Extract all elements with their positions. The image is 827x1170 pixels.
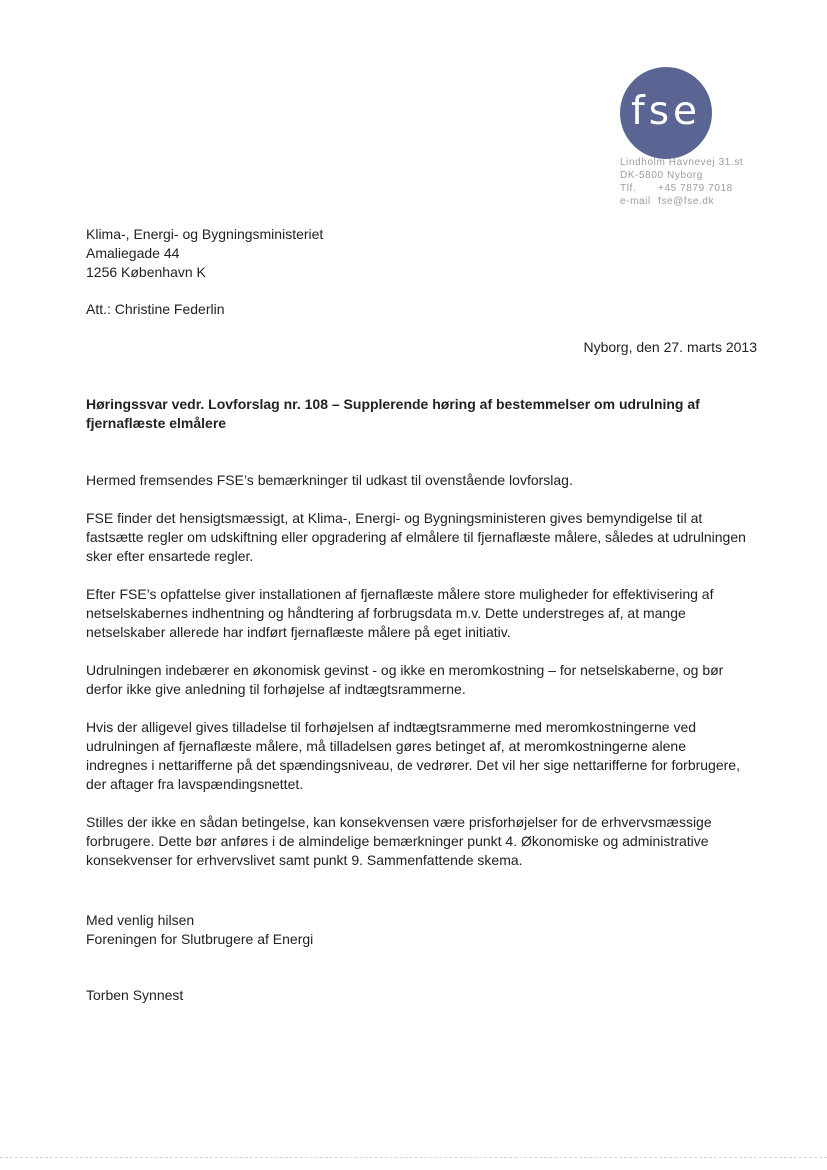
sender-address-block — [620, 156, 743, 208]
closing-organization: Foreningen for Slutbrugere af Energi — [86, 931, 314, 947]
letter-subject: Høringssvar vedr. Lovforslag nr. 108 – Supplerende høring af bestemmelser om udrulning af fjernaflæste elmålere — [86, 396, 700, 431]
logo-text: fse — [630, 88, 702, 134]
body-paragraph: Hermed fremsendes FSE’s bemærkninger til udkast til ovenstående lovforslag. — [86, 472, 573, 488]
sender-street: Lindholm Havnevej 31.st — [620, 157, 744, 168]
recipient-city: 1256 København K — [86, 264, 206, 280]
closing-greeting: Med venlig hilsen — [86, 912, 195, 928]
closing-block — [86, 911, 313, 949]
phone-label: Tlf. — [620, 183, 637, 194]
fse-logo — [620, 67, 712, 159]
signer-name: Torben Synnest — [86, 987, 184, 1003]
recipient-address — [86, 225, 323, 282]
body-paragraph: Efter FSE’s opfattelse giver installationen af fjernaflæste målere store muligheder for effektivisering af netselskabernes indhentning og håndtering af forbrugsdata m.v. Dette understreges af, at mange netselskaber allerede har indført fjernaflæste målere på eget initiativ. — [86, 586, 714, 640]
recipient-name: Klima-, Energi- og Bygningsministeriet — [86, 226, 324, 242]
attention-line: Att.: Christine Federlin — [86, 301, 225, 317]
body-paragraph: Udrulningen indebærer en økonomisk gevinst - og ikke en meromkostning – for netselskaberne, og bør derfor ikke give anledning til forhøjelse af indtægtsrammerne. — [86, 662, 724, 697]
letter-body — [86, 471, 746, 889]
body-paragraph: Stilles der ikke en sådan betingelse, kan konsekvensen være prisforhøjelser for de erhvervsmæssige forbrugere. Dette bør anføres i de almindelige bemærkninger punkt 4. Økonomiske og administrative konsekvenser for erhvervslivet samt punkt 9. Sammenfattende skema. — [86, 814, 712, 868]
sender-email-row — [620, 195, 743, 208]
body-paragraph: Hvis der alligevel gives tilladelse til forhøjelsen af indtægtsrammerne med meromkostningerne ved udrulningen af fjernaflæste målere, må tilladelsen gøres betinget af, at meromkostningerne alene indregnes i nettarifferne på det spændingsniveau, de vedrører. Det vil her sige nettarifferne for forbrugere, der aftager fra lavspændingsnettet. — [86, 719, 740, 792]
email-address: fse@fse.dk — [658, 196, 715, 207]
sender-city: DK-5800 Nyborg — [620, 170, 703, 181]
body-paragraph: FSE finder det hensigtsmæssigt, at Klima-, Energi- og Bygningsministeren gives bemyndigelse til at fastsætte regler om udskiftning eller opgradering af elmålere til fjernaflæste målere, således at udrulningen sker efter ensartede regler. — [86, 510, 746, 564]
email-label: e-mail — [620, 196, 651, 207]
sender-phone-row — [620, 182, 743, 195]
phone-number: +45 7879 7018 — [658, 183, 733, 194]
scan-edge-divider — [0, 1157, 827, 1158]
recipient-street: Amaliegade 44 — [86, 245, 180, 261]
letter-date: Nyborg, den 27. marts 2013 — [583, 339, 757, 355]
